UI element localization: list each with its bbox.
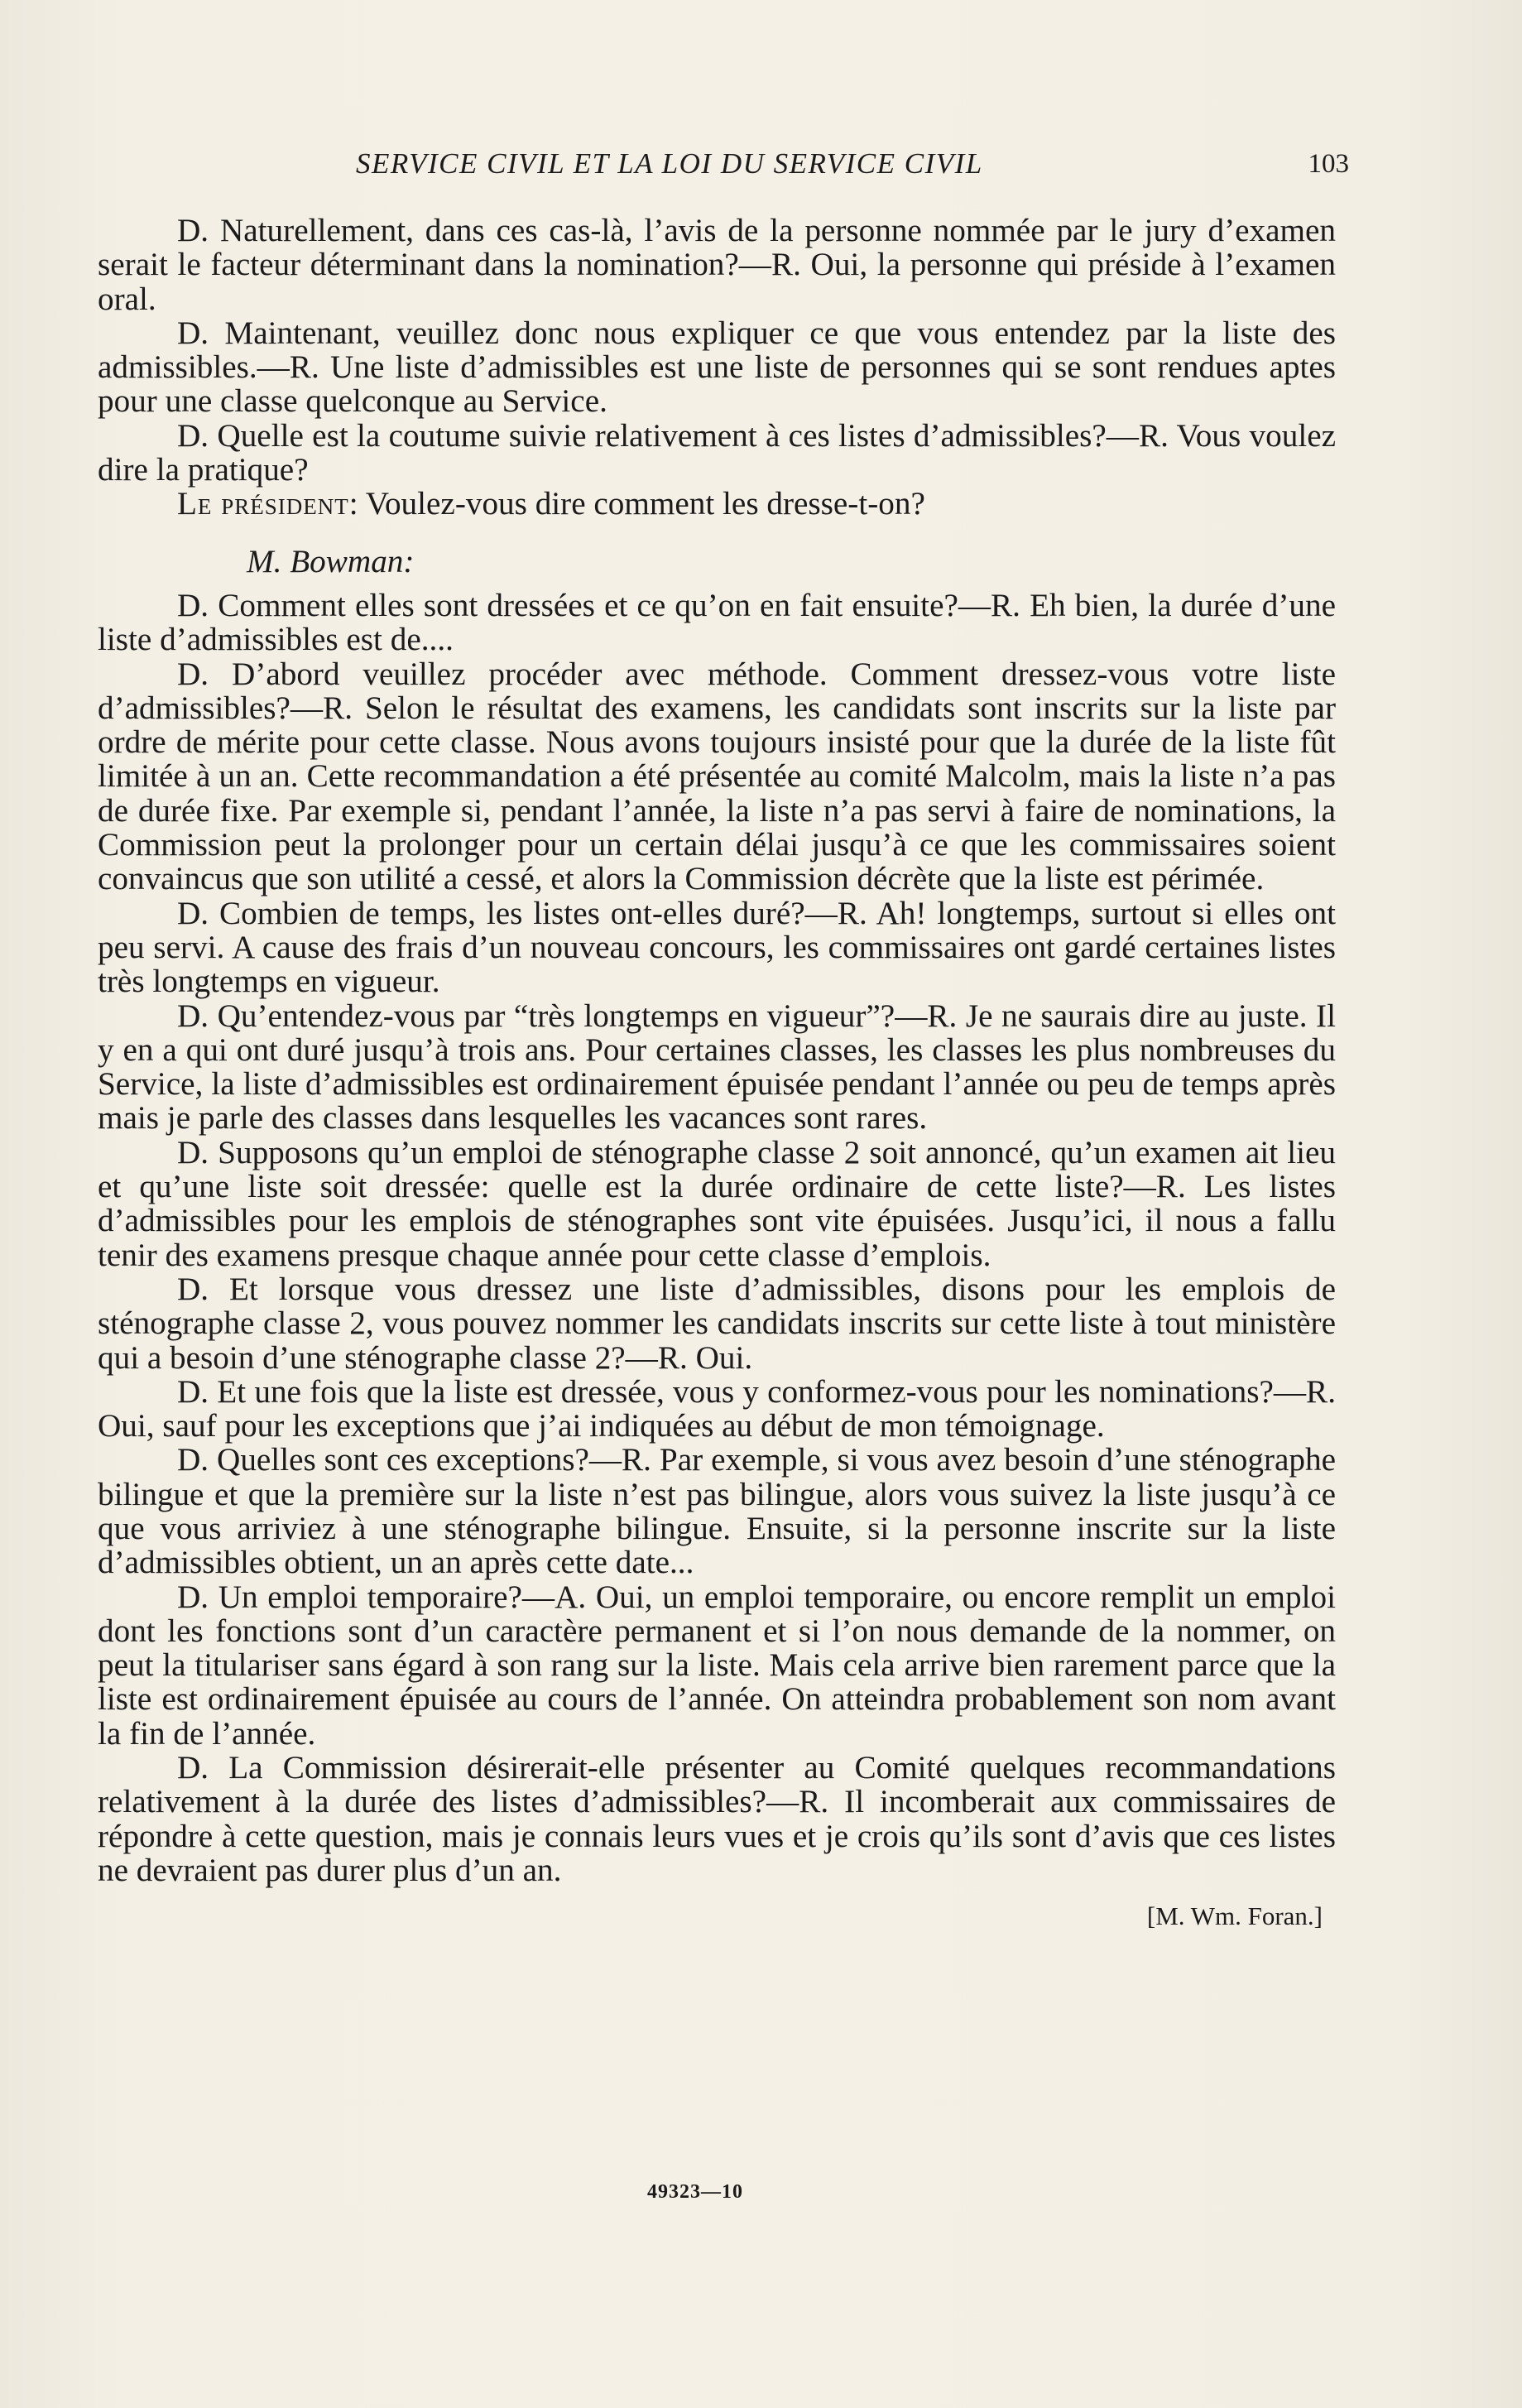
paragraph-6: D. Combien de temps, les listes ont-elles duré?—R. Ah! longtemps, surtout si elles ont peu servi. A cause des frais d’un nouveau concours, les commissaires ont gardé certaines listes très longtemps en vigueur.	[98, 895, 1336, 1000]
paragraph-1: D. Naturellement, dans ces cas-là, l’avis de la personne nommée par le jury d’examen serait le facteur déterminant dans la nomination?—R. Oui, la personne qui préside à l’examen oral.	[98, 213, 1336, 317]
page-header	[98, 147, 1349, 189]
paragraph-4: D. Comment elles sont dressées et ce qu’on en fait ensuite?—R. Eh bien, la durée d’une liste d’admissibles est de....	[98, 587, 1336, 658]
president-question	[98, 487, 1336, 521]
printer-code: 49323—10	[647, 2181, 743, 2203]
paragraph-3: D. Quelle est la coutume suivie relativement à ces listes d’admissibles?—R. Vous voulez dire la pratique?	[98, 417, 1336, 488]
paragraph-11: D. Quelles sont ces exceptions?—R. Par exemple, si vous avez besoin d’une sténographe bilingue et que la première sur la liste n’est pas bilingue, alors vous suivez la liste jusqu’à ce que vous arriviez à une sténographe bilingue. Ensuite, si la personne inscrite sur la liste d’admissibles obtient, un an après cette date...	[98, 1442, 1336, 1581]
paragraph-8: D. Supposons qu’un emploi de sténographe classe 2 soit annoncé, qu’un examen ait lieu et qu’une liste soit dressée: quelle est la durée ordinaire de cette liste?—R. Les listes d’admissibles pour les emplois de sténographes sont vite épuisées. Jusqu’ici, il nous a fallu tenir des examens presque chaque année pour cette classe d’emplois.	[98, 1134, 1336, 1273]
paragraph-10: D. Et une fois que la liste est dressée, vous y conformez-vous pour les nominations?—R. Oui, sauf pour les exceptions que j’ai indiquées au début de mon témoignage.	[98, 1373, 1336, 1444]
page-number: 103	[1308, 149, 1349, 179]
paragraph-13: D. La Commission désirerait-elle présenter au Comité quelques recommandations relativement à la durée des listes d’admissibles?—R. Il incomberait aux commissaires de répondre à cette question, mais je connais leurs vues et je crois qu’ils sont d’avis que ces listes ne devraient pas durer plus d’un an.	[98, 1750, 1336, 1888]
speaker-heading: M. Bowman:	[247, 543, 415, 579]
president-question-text: : Voulez-vous dire comment les dresse-t-on?	[348, 486, 925, 522]
president-speaker-label: Le président	[177, 486, 349, 522]
paragraph-9: D. Et lorsque vous dressez une liste d’admissibles, disons pour les emplois de sténographe classe 2, vous pouvez nommer les candidats inscrits sur cette liste à tout ministère qui a besoin d’une sténographe classe 2?—R. Oui.	[98, 1271, 1336, 1376]
paragraph-2: D. Maintenant, veuillez donc nous expliquer ce que vous entendez par la liste des admissibles.—R. Une liste d’admissibles est une liste de personnes qui se sont rendues aptes pour une classe quelconque au Service.	[98, 315, 1336, 420]
speaker-attribution: [M. Wm. Foran.]	[1146, 1901, 1323, 1931]
running-title: SERVICE CIVIL ET LA LOI DU SERVICE CIVIL	[356, 147, 983, 180]
document-body	[98, 214, 1336, 1934]
paragraph-12: D. Un emploi temporaire?—A. Oui, un emploi temporaire, ou encore remplit un emploi dont les fonctions sont d’un caractère permanent et si l’on nous demande de la nommer, on peut la titulariser sans égard à son rang sur la liste. Mais cela arrive bien rarement parce que la liste est ordinairement épuisée au cours de l’année. On atteindra probablement son nom avant la fin de l’année.	[98, 1579, 1336, 1752]
paragraph-7: D. Qu’entendez-vous par “très longtemps en vigueur”?—R. Je ne saurais dire au juste. Il y en a qui ont duré jusqu’à trois ans. Pour certaines classes, les classes les plus nombreuses du Service, la liste d’admissibles est ordinairement épuisée pendant l’année ou peu de temps après mais je parle des classes dans lesquelles les vacances sont rares.	[98, 997, 1336, 1137]
paragraph-5: D. D’abord veuillez procéder avec méthode. Comment dressez-vous votre liste d’admissibles?—R. Selon le résultat des examens, les candidats sont inscrits sur la liste par ordre de mérite pour cette classe. Nous avons toujours insisté pour que la durée de la liste fût limitée à un an. Cette recommandation a été présentée au comité Malcolm, mais la liste n’a pas de durée fixe. Par exemple si, pendant l’année, la liste n’a pas servi à faire de nominations, la Commission peut la prolonger pour un certain délai jusqu’à ce que les commissaires soient convaincus que son utilité a cessé, et alors la Commission décrète que la liste est périmée.	[98, 656, 1336, 897]
